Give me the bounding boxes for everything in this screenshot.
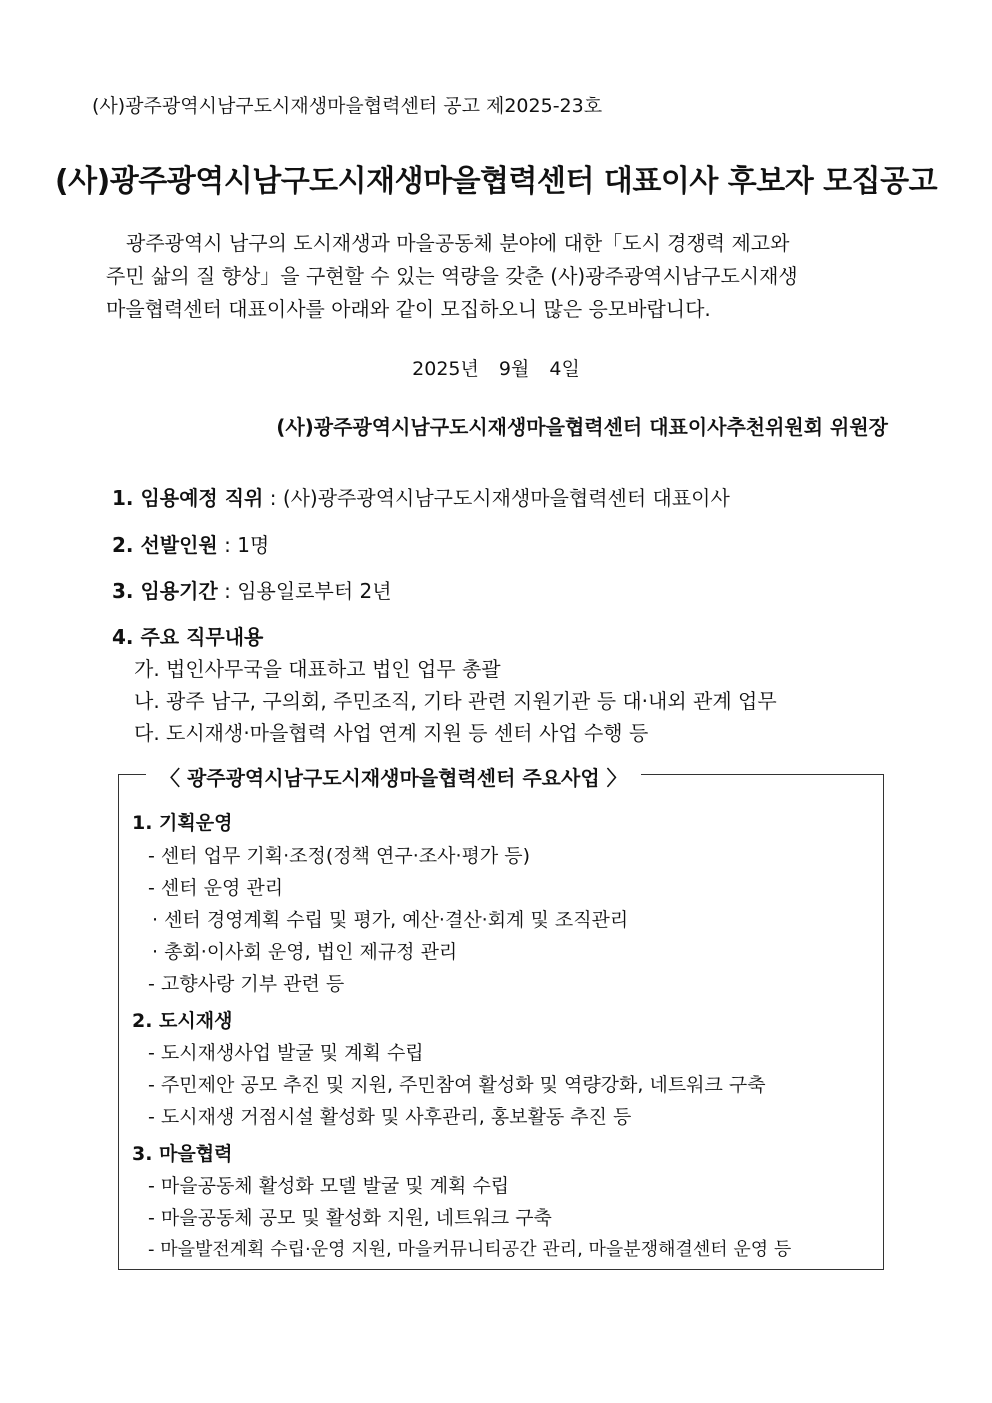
section-label: 4. 주요 직무내용 <box>112 625 264 649</box>
section-separator: : <box>217 533 238 557</box>
section-label: 2. 선발인원 <box>112 533 218 557</box>
section-value: 1명 <box>237 533 270 557</box>
section-value: 임용일로부터 2년 <box>237 579 392 603</box>
signer: (사)광주광역시남구도시재생마을협력센터 대표이사추천위원회 위원장 <box>276 415 888 439</box>
section-position <box>112 482 730 511</box>
intro-line: 광주광역시 남구의 도시재생과 마을공동체 분야에 대한「도시 경쟁력 제고와 <box>126 231 790 255</box>
section-separator: : <box>263 486 283 510</box>
intro-paragraph <box>106 227 890 326</box>
notice-date <box>0 354 992 381</box>
section-separator: : <box>217 579 238 603</box>
date-month: 9월 <box>498 358 530 380</box>
box-item: - 마을발전계획 수립·운영 지원, 마을커뮤니티공간 관리, 마을분쟁해결센터 운영 등 <box>148 1239 792 1260</box>
date-day: 4일 <box>549 358 580 380</box>
duty-item: 가. 법인사무국을 대표하고 법인 업무 총괄 <box>134 657 501 681</box>
box-item: - 마을공동체 공모 및 활성화 지원, 네트워크 구축 <box>148 1207 552 1229</box>
section-label: 1. 임용예정 직위 <box>112 486 264 510</box>
box-item: - 도시재생 거점시설 활성화 및 사후관리, 홍보활동 추진 등 <box>148 1106 632 1128</box>
box-item: - 고향사랑 기부 관련 등 <box>148 973 345 995</box>
section-headcount <box>112 529 269 558</box>
section-value: (사)광주광역시남구도시재생마을협력센터 대표이사 <box>282 486 730 510</box>
section-label: 3. 임용기간 <box>112 579 218 603</box>
box-item: - 센터 운영 관리 <box>148 877 284 899</box>
intro-line: 마을협력센터 대표이사를 아래와 같이 모집하오니 많은 응모바랍니다. <box>106 297 711 321</box>
box-item: · 센터 경영계획 수립 및 평가, 예산·결산·회계 및 조직관리 <box>152 909 629 931</box>
box-item: - 센터 업무 기획·조정(정책 연구·조사·평가 등) <box>148 845 531 867</box>
box-item: - 도시재생사업 발굴 및 계획 수립 <box>148 1042 424 1064</box>
section-duties <box>112 621 263 650</box>
page-title: (사)광주광역시남구도시재생마을협력센터 대표이사 후보자 모집공고 <box>54 164 938 199</box>
duty-item: 다. 도시재생·마을협력 사업 연계 지원 등 센터 사업 수행 등 <box>134 721 649 745</box>
box-group-heading: 3. 마을협력 <box>132 1143 233 1165</box>
box-group-heading: 2. 도시재생 <box>132 1010 233 1032</box>
duty-item: 나. 광주 남구, 구의회, 주민조직, 기타 관련 지원기관 등 대·내외 관계 업무 <box>134 689 777 713</box>
box-legend: 〈 광주광역시남구도시재생마을협력센터 주요사업 〉 <box>146 762 641 791</box>
date-year: 2025년 <box>412 358 479 380</box>
box-group-heading: 1. 기획운영 <box>132 812 233 834</box>
notice-number: (사)광주광역시남구도시재생마을협력센터 공고 제2025-23호 <box>92 95 603 117</box>
box-item: - 마을공동체 활성화 모델 발굴 및 계획 수립 <box>148 1175 510 1197</box>
box-item: - 주민제안 공모 추진 및 지원, 주민참여 활성화 및 역량강화, 네트워크 구축 <box>148 1074 766 1096</box>
section-term <box>112 575 392 604</box>
intro-line: 주민 삶의 질 향상」을 구현할 수 있는 역량을 갖춘 (사)광주광역시남구도시재생 <box>106 264 798 288</box>
box-item: · 총회·이사회 운영, 법인 제규정 관리 <box>152 941 458 963</box>
